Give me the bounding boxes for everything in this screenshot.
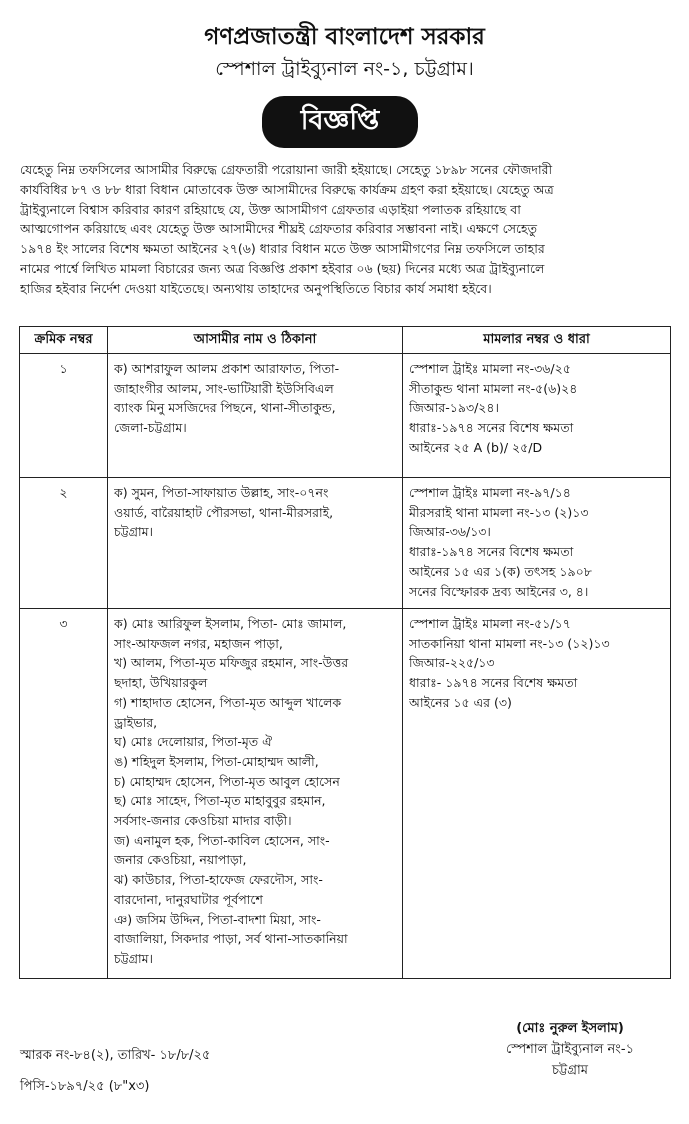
signature-block xyxy=(470,1018,670,1081)
case-line: আইনের ১৫ এর ১(ক) তৎসহ ১৯০৮ xyxy=(409,563,592,579)
accused-line: ওয়ার্ড, বারৈয়াহাট পৌরসভা, থানা-মীরসরাই, xyxy=(114,504,334,520)
government-heading: গণপ্রজাতন্ত্রী বাংলাদেশ সরকার xyxy=(204,24,485,50)
notice-body-line: নামের পার্শ্বে লিখিত মামলা বিচারের জন্য অত্র বিজ্ঞপ্তি প্রকাশ হইবার ০৬ (ছয়) দিনের মধ্যে অত্র ট্রাইব্যুনালে xyxy=(20,260,545,276)
office-heading: স্পেশাল ট্রাইব্যুনাল নং-১, চট্টগ্রাম। xyxy=(215,58,474,80)
accused-line: ক) মোঃ আরিফুল ইসলাম, পিতা- মোঃ জামাল, xyxy=(114,616,347,631)
accused-line: সর্বসাং-জনার কেওচিয়া মাদার বাড়ী। xyxy=(114,813,292,829)
serial-cell: ১ xyxy=(20,354,108,478)
accused-line: ছদাহা, উখিয়ারকুল xyxy=(114,675,208,691)
notice-body-line: ১৯৭৪ ইং সালের বিশেষ ক্ষমতা আইনের ২৭(৬) ধারার বিধান মতে উক্ত আসামীগণের নিম্ন তফসিলে তাহার xyxy=(20,241,545,257)
case-line: জিআর-১৯৩/২৪। xyxy=(409,400,499,416)
case-line: জিআর-৩৬/১৩। xyxy=(409,524,491,540)
accused-cell xyxy=(108,478,403,609)
accused-line: ছ) মোঃ সাহেদ, পিতা-মৃত মাহাবুবুর রহমান, xyxy=(114,793,326,809)
case-line: স্পেশাল ট্রাইঃ মামলা নং-৩৬/২৫ xyxy=(409,361,571,376)
notice-title-badge xyxy=(262,96,418,148)
notice-body-line: কার্যবিধির ৮৭ ও ৮৮ ধারা বিধান মোতাবেক উক্ত আসামীদের বিরুদ্ধে কার্যক্রম গ্রহণ করা হইয়াছে। যেহেতু অত্র xyxy=(20,181,554,197)
table-row xyxy=(20,354,671,478)
notice-body-line: যেহেতু নিম্ন তফসিলের আসামীর বিরুদ্ধে গ্রেফতারী পরোয়ানা জারী হইয়াছে। সেহেতু ১৮৯৮ সনের ফৌজদারী xyxy=(20,162,553,177)
table-row xyxy=(20,478,671,609)
notice-body-line: আত্মগোপন করিয়াছে এবং যেহেতু উক্ত আসামীদের শীঘ্রই গ্রেফতার করিবার সম্ভাবনা নাই। এক্ষণে সেহেতু xyxy=(20,221,537,237)
accused-line: সাং-আফজল নগর, মহাজন পাড়া, xyxy=(114,635,283,651)
accused-line: ঝ) কাউচার, পিতা-হাফেজ ফেরদৌস, সাং- xyxy=(114,872,323,888)
accused-line: ক) আশরাফুল আলম প্রকাশ আরাফাত, পিতা- xyxy=(114,361,340,376)
notice-body-line: হাজির হইবার নির্দেশ দেওয়া যাইতেছে। অন্যথায় তাহাদের অনুপস্থিতিতে বিচার কার্য সমাধা হইবে। xyxy=(20,280,492,296)
case-line: আইনের ১৫ এর (৩) xyxy=(409,694,512,710)
print-reference: পিসি-১৮৯৭/২৫ (৮"x৩) xyxy=(20,1079,150,1094)
case-line: স্পেশাল ট্রাইঃ মামলা নং-৯৭/১৪ xyxy=(409,485,571,500)
case-line: স্পেশাল ট্রাইঃ মামলা নং-৫১/১৭ xyxy=(409,616,571,631)
case-line: ধারাঃ-১৯৭৪ সনের বিশেষ ক্ষমতা xyxy=(409,420,574,436)
accused-line: জ) এনামুল হক, পিতা-কাবিল হোসেন, সাং- xyxy=(114,832,330,848)
serial-cell: ৩ xyxy=(20,609,108,979)
case-line: আইনের ২৫ A (b)/ ২৫/D xyxy=(409,439,543,455)
header-serial: ক্রমিক নম্বর xyxy=(20,327,108,354)
accused-line: জাহাংগীর আলম, সাং-ভাটিয়ারী ইউসিবিএল xyxy=(114,380,334,396)
header-case: মামলার নম্বর ও ধারা xyxy=(403,327,671,354)
signatory-place: চট্টগ্রাম xyxy=(552,1063,588,1078)
header-accused: আসামীর নাম ও ঠিকানা xyxy=(108,327,403,354)
case-cell xyxy=(403,354,671,478)
notice-body xyxy=(20,160,668,299)
case-line: মীরসরাই থানা মামলা নং-১৩ (২)১৩ xyxy=(409,504,589,520)
accused-line: বারদোনা, দানুরঘাটার পূর্বপাশে xyxy=(114,891,263,907)
signatory-title: স্পেশাল ট্রাইব্যুনাল নং-১ xyxy=(505,1042,635,1057)
memo-reference: স্মারক নং-৮৪(২), তারিখ- ১৮/৮/২৫ xyxy=(20,1048,211,1063)
accused-line: ঘ) মোঃ দেলোয়ার, পিতা-মৃত ঐ xyxy=(114,734,273,750)
accused-cell xyxy=(108,609,403,979)
accused-line: চট্টগ্রাম। xyxy=(114,950,154,966)
accused-line: ঙ) শহিদুল ইসলাম, পিতা-মোহাম্মদ আলী, xyxy=(114,753,319,769)
accused-line: গ) শাহাদাত হোসেন, পিতা-মৃত আব্দুল খালেক xyxy=(114,694,342,710)
accused-line: জনার কেওচিয়া, নয়াপাড়া, xyxy=(114,852,247,868)
serial-cell: ২ xyxy=(20,478,108,609)
accused-cell xyxy=(108,354,403,478)
accused-line: খ) আলম, পিতা-মৃত মফিজুর রহমান, সাং-উত্তর xyxy=(114,655,349,671)
accused-line: বাজালিয়া, সিকদার পাড়া, সর্ব থানা-সাতকানিয়া xyxy=(114,931,348,947)
case-cell xyxy=(403,478,671,609)
accused-table xyxy=(19,326,671,979)
case-line: সনের বিস্ফোরক দ্রব্য আইনের ৩, ৪। xyxy=(409,583,589,599)
accused-line: জেলা-চট্টগ্রাম। xyxy=(114,420,187,436)
accused-line: ক) সুমন, পিতা-সাফায়াত উল্লাহ, সাং-০৭নং xyxy=(114,485,329,500)
table-row xyxy=(20,609,671,979)
signatory-name: (মোঃ নুরুল ইসলাম) xyxy=(516,1021,624,1036)
accused-line: চট্টগ্রাম। xyxy=(114,524,154,540)
accused-line: ড্রাইভার, xyxy=(114,714,158,730)
case-line: সীতাকুন্ড থানা মামলা নং-৫(৬)২৪ xyxy=(409,380,578,396)
case-cell xyxy=(403,609,671,979)
accused-line: ঞ) জসিম উদ্দিন, পিতা-বাদশা মিয়া, সাং- xyxy=(114,911,321,927)
table-header-row xyxy=(20,327,671,354)
case-line: ধারাঃ- ১৯৭৪ সনের বিশেষ ক্ষমতা xyxy=(409,675,578,691)
case-line: ধারাঃ-১৯৭৪ সনের বিশেষ ক্ষমতা xyxy=(409,544,574,560)
case-line: জিআর-২২৫/১৩ xyxy=(409,655,495,671)
accused-line: চ) মোহাম্মদ হোসেন, পিতা-মৃত আবুল হোসেন xyxy=(114,773,340,789)
notice-title: বিজ্ঞপ্তি xyxy=(300,104,380,136)
case-line: সাতকানিয়া থানা মামলা নং-১৩ (১২)১৩ xyxy=(409,635,610,651)
notice-body-line: ট্রাইব্যুনালে বিশ্বাস করিবার কারণ রহিয়াছে যে, উক্ত আসামীগণ গ্রেফতার এড়াইয়া পলাতক রহিয়াছে বা xyxy=(20,201,521,217)
accused-line: ব্যাংক মিনু মসজিদের পিছনে, থানা-সীতাকুন্ড, xyxy=(114,400,336,416)
